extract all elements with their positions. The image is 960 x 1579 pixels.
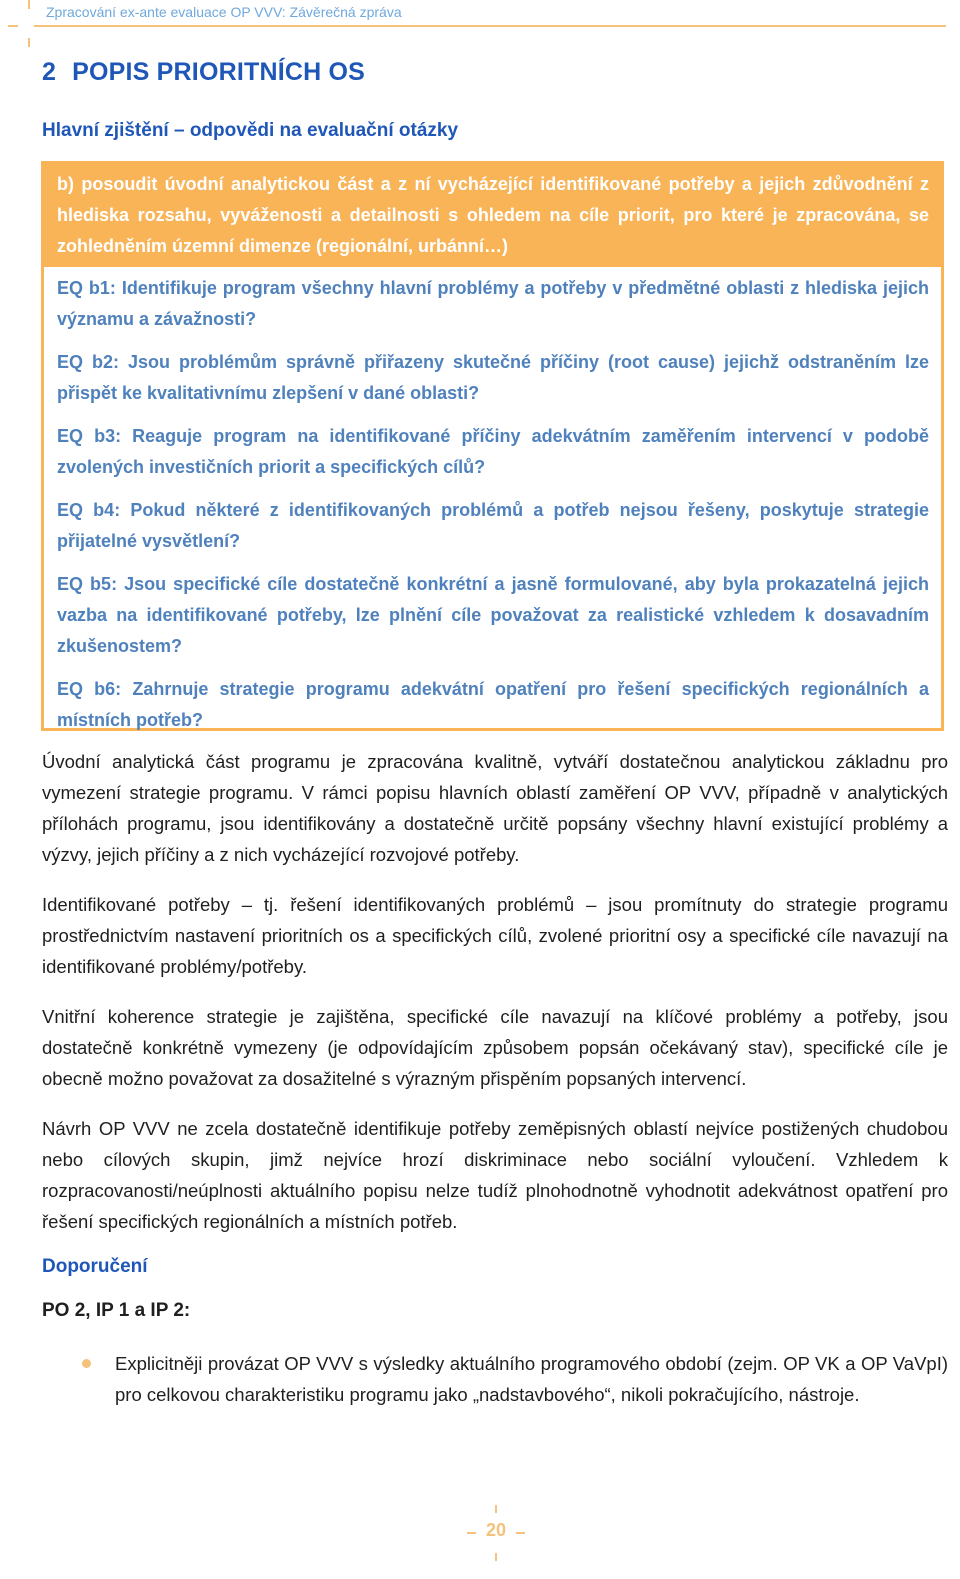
paragraph: Úvodní analytická část programu je zpracována kvalitně, vytváří dostatečnou analytickou základnu pro vymezení strategie programu. V rámci popisu hlavních oblastí zaměření OP VVV, případně v analytických přílohách programu, jsou identifikovány a dostatečně určitě popsány všechny hlavní existující problémy a výzvy, jejich příčiny a z nich vycházející rozvojové potřeby. bbox=[42, 751, 948, 865]
header-rule bbox=[34, 25, 946, 27]
paragraph: Návrh OP VVV ne zcela dostatečně identifikuje potřeby zeměpisných oblastí nejvíce postižených chudobou nebo cílových skupin, jimž nejvíce hrozí diskriminace nebo sociální vyloučení. Vzhledem k rozpracovanosti/neúplnosti aktuálního popisu nelze tudíž plnohodnotně vyhodnotit adekvátnost opatření pro řešení specifických regionálních a místních potřeb. bbox=[42, 1118, 948, 1232]
paragraph: Vnitřní koherence strategie je zajištěna, specifické cíle navazují na klíčové problémy a potřeby, jsou dostatečně konkrétně vymezeny (je odpovídajícím způsobem popsán očekávaný stav), specifické cíle je obecně možno považovat za dosažitelné s výrazným přispěním popsaných intervencí. bbox=[42, 1006, 948, 1089]
footer-tick-bottom bbox=[495, 1553, 497, 1561]
evaluation-question-b1: EQ b1: Identifikuje program všechny hlavní problémy a potřeby v předmětné oblasti z hlediska jejich významu a závažnosti? bbox=[57, 278, 929, 329]
evaluation-question-b6: EQ b6: Zahrnuje strategie programu adekvátní opatření pro řešení specifických regionálních a místních potřeb? bbox=[57, 679, 929, 730]
running-header-title: Zpracování ex-ante evaluace OP VVV: Závěrečná zpráva bbox=[46, 4, 402, 20]
header-tick-bottom bbox=[28, 38, 30, 47]
question-box-heading: b) posoudit úvodní analytickou část a z ní vycházející identifikované potřeby a jejich zdůvodnění z hlediska rozsahu, vyváženosti a detailnosti s ohledem na cíle priorit, pro které je zpracována, se zohledněním územní dimenze (regionální, urbánní…) bbox=[44, 164, 941, 267]
header-tick-top bbox=[28, 0, 30, 9]
evaluation-question-b3: EQ b3: Reaguje program na identifikované příčiny adekvátním zaměřením intervencí v podobě zvolených investičních priorit a specifických cílů? bbox=[57, 426, 929, 477]
evaluation-question-b2: EQ b2: Jsou problémům správně přiřazeny skutečné příčiny (root cause) jejichž odstraněním lze přispět ke kvalitativnímu zlepšení v dané oblasti? bbox=[57, 352, 929, 403]
bullet-text: Explicitněji provázat OP VVV s výsledky aktuálního programového období (zejm. OP VK a OP VaVpI) pro celkovou charakteristiku programu jako „nadstavbového“, nikoli pokračujícího, nástroje. bbox=[115, 1353, 948, 1405]
chapter-title: POPIS PRIORITNÍCH OS bbox=[72, 58, 366, 86]
findings-heading: Hlavní zjištění – odpovědi na evaluační otázky bbox=[42, 120, 459, 141]
chapter-heading bbox=[42, 58, 365, 87]
bullet-icon bbox=[82, 1359, 91, 1368]
chapter-number: 2 bbox=[42, 58, 57, 86]
paragraph: Identifikované potřeby – tj. řešení identifikovaných problémů – jsou promítnuty do strategie programu prostřednictvím nastavení prioritních os a specifických cílů, zvolené prioritní osy a specifické cíle navazují na identifikované problémy/potřeby. bbox=[42, 894, 948, 977]
body-text bbox=[42, 746, 948, 1429]
footer-tick-right bbox=[516, 1532, 525, 1534]
footer-tick-top bbox=[495, 1505, 497, 1513]
recommendations-heading: Doporučení bbox=[42, 1256, 148, 1277]
evaluation-question-b4: EQ b4: Pokud některé z identifikovaných problémů a potřeb nejsou řešeny, poskytuje strategie přijatelné vysvětlení? bbox=[57, 500, 929, 551]
recommendations-subheading: PO 2, IP 1 a IP 2: bbox=[42, 1300, 191, 1321]
page-number: 20 bbox=[485, 1520, 507, 1540]
header-tick-left bbox=[8, 25, 18, 27]
evaluation-question-b5: EQ b5: Jsou specifické cíle dostatečně konkrétní a jasně formulované, aby byla prokazatelná jejich vazba na identifikované potřeby, lze plnění cíle považovat za realistické vzhledem k dosavadním zkušenostem? bbox=[57, 574, 929, 656]
footer-tick-left bbox=[467, 1532, 476, 1534]
evaluation-questions-box bbox=[41, 161, 944, 731]
list-item bbox=[42, 1348, 948, 1410]
